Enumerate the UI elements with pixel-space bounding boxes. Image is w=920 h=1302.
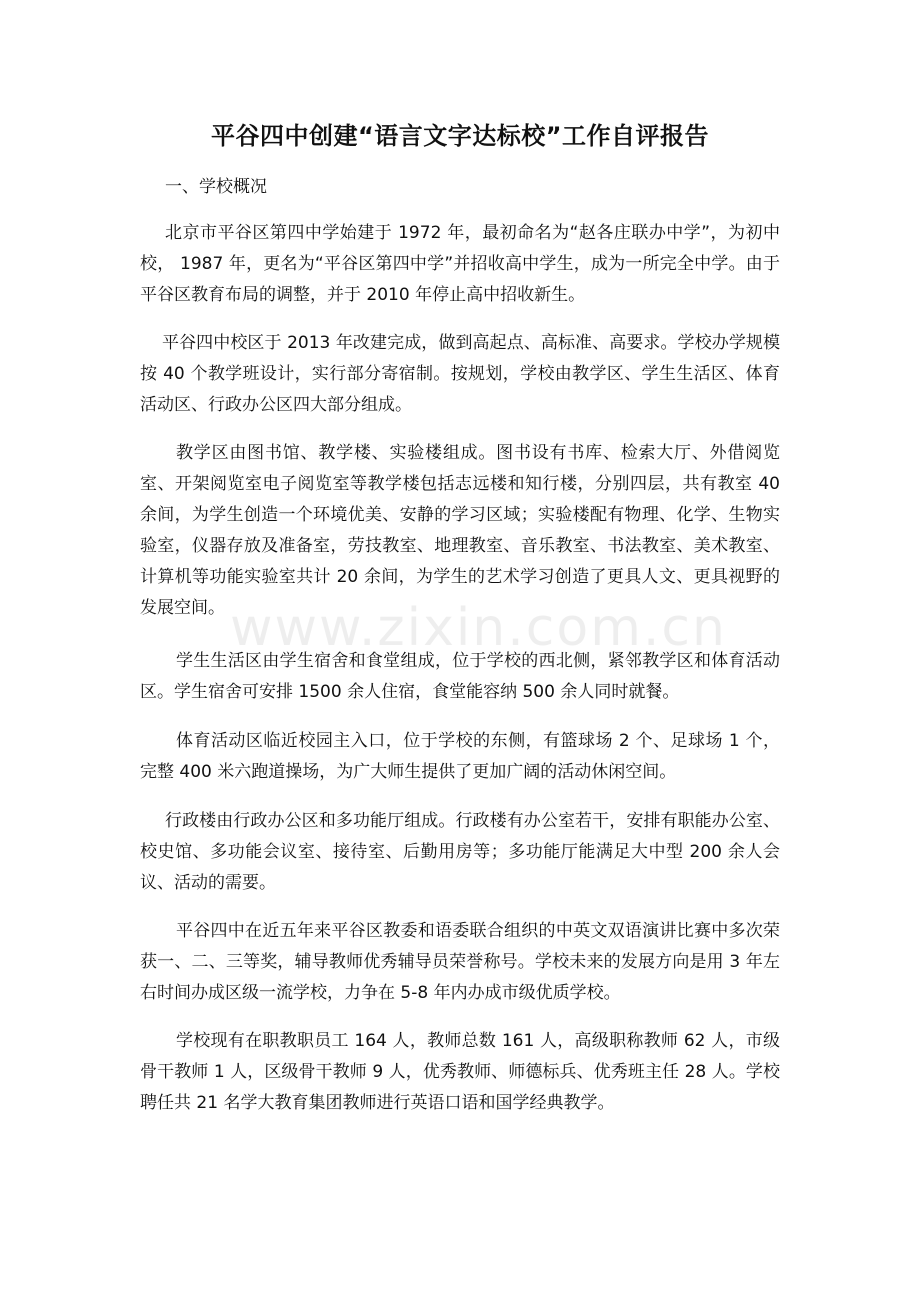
section-heading: 一、学校概况 <box>165 177 267 197</box>
paragraph: 学生生活区由学生宿舍和食堂组成，位于学校的西北侧，紧邻教学区和体育活动区。学生宿舍可安排 1500 余人住宿，食堂能容纳 500 余人同时就餐。 <box>140 651 780 702</box>
paragraph: 教学区由图书馆、教学楼、实验楼组成。图书设有书库、检索大厅、外借阅览室、开架阅览室电子阅览室等教学楼包括志远楼和知行楼，分别四层，共有教室 40 余间，为学生创造一个环境优美、安静的学习区域；实验楼配有物理、化学、生物实验室，仪器存放及准备室，劳技教室、地理教室、音乐教室、书法教室、美术教室、计算机等功能实验室共计 20 余间，为学生的艺术学习创造了更具人文、更具视野的发展空间。 <box>140 443 780 618</box>
watermark: www.zixin.com.cn <box>230 598 727 658</box>
paragraph: 体育活动区临近校园主入口，位于学校的东侧，有篮球场 2 个、足球场 1 个，完整 400 米六跑道操场，为广大师生提供了更加广阔的活动休闲空间。 <box>140 731 780 782</box>
paragraph: 北京市平谷区第四中学始建于 1972 年，最初命名为“赵各庄联办中学”，为初中校， 1987 年，更名为“平谷区第四中学”并招收高中学生，成为一所完全中学。由于平谷区教育布局的调整，并于 2010 年停止高中招收新生。 <box>140 223 780 305</box>
paragraph: 平谷四中在近五年来平谷区教委和语委联合组织的中英文双语演讲比赛中多次荣获一、二、三等奖，辅导教师优秀辅导员荣誉称号。学校未来的发展方向是用 3 年左右时间办成区级一流学校，力争在 5-8 年内办成市级优质学校。 <box>140 921 780 1003</box>
paragraph: 行政楼由行政办公区和多功能厅组成。行政楼有办公室若干，安排有职能办公室、校史馆、多功能会议室、接待室、后勤用房等；多功能厅能满足大中型 200 余人会议、活动的需要。 <box>140 811 780 893</box>
document-title: 平谷四中创建“语言文字达标校”工作自评报告 <box>210 122 710 150</box>
paragraph: 平谷四中校区于 2013 年改建完成，做到高起点、高标准、高要求。学校办学规模按 40 个教学班设计，实行部分寄宿制。按规划，学校由教学区、学生生活区、体育活动区、行政办公区四大部分组成。 <box>140 333 780 415</box>
paragraph: 学校现有在职教职员工 164 人，教师总数 161 人，高级职称教师 62 人，市级骨干教师 1 人，区级骨干教师 9 人，优秀教师、师德标兵、优秀班主任 28 人。学校聘任共 21 名学大教育集团教师进行英语口语和国学经典教学。 <box>140 1031 780 1113</box>
